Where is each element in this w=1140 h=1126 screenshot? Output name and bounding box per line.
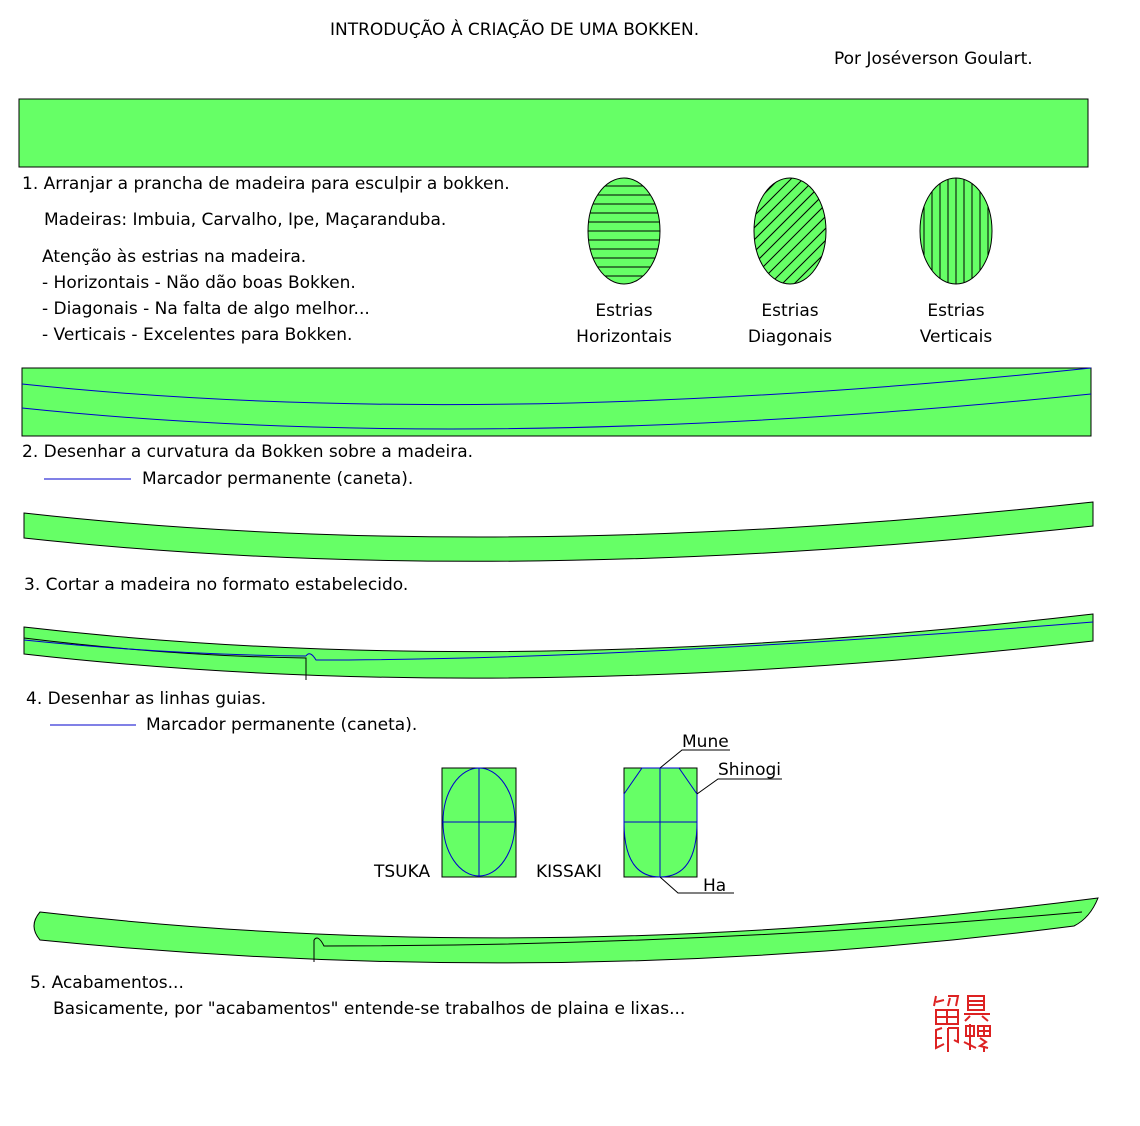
kissaki-label: KISSAKI	[536, 862, 602, 882]
step1-heading: 1. Arranjar a prancha de madeira para esculpir a bokken.	[22, 174, 510, 194]
tsuka-cross-section	[442, 768, 516, 877]
cut-blank	[24, 502, 1093, 561]
hanko-seal	[930, 992, 994, 1054]
ha-label: Ha	[703, 876, 727, 896]
finished-bokken	[34, 898, 1098, 963]
grain-item-diagonal: - Diagonais - Na falta de algo melhor...	[42, 299, 370, 319]
tsuka-label: TSUKA	[374, 862, 431, 882]
step3-heading: 3. Cortar a madeira no formato estabelecido.	[24, 575, 409, 595]
grain-label-vertical-2: Verticais	[919, 327, 993, 347]
step2-heading: 2. Desenhar a curvatura da Bokken sobre a madeira.	[22, 442, 474, 462]
step2-legend: Marcador permanente (caneta).	[142, 469, 414, 489]
page-title: INTRODUÇÃO À CRIAÇÃO DE UMA BOKKEN.	[330, 20, 700, 40]
attention-note: Atenção às estrias na madeira.	[42, 247, 307, 267]
author-credit: Por Joséverson Goulart.	[834, 49, 1033, 69]
plank-with-curve	[22, 368, 1091, 436]
grain-vertical-diagram	[920, 170, 992, 290]
step5-heading: 5. Acabamentos...	[30, 973, 184, 993]
step4-heading: 4. Desenhar as linhas guias.	[26, 689, 267, 709]
wood-plank	[19, 99, 1088, 167]
mune-label: Mune	[682, 732, 729, 752]
grain-item-horizontal: - Horizontais - Não dão boas Bokken.	[42, 273, 356, 293]
step5-description: Basicamente, por "acabamentos" entende-se trabalhos de plaina e lixas...	[53, 999, 686, 1019]
step4-legend: Marcador permanente (caneta).	[146, 715, 418, 735]
grain-label-diagonal-2: Diagonais	[747, 327, 833, 347]
grain-label-horizontal-2: Horizontais	[576, 327, 672, 347]
grain-diagonal-diagram	[720, 170, 860, 306]
woods-list: Madeiras: Imbuia, Carvalho, Ipe, Maçaranduba.	[44, 210, 447, 230]
grain-label-horizontal-1: Estrias	[595, 301, 653, 321]
shinogi-label: Shinogi	[718, 760, 781, 780]
grain-label-vertical-1: Estrias	[927, 301, 985, 321]
blank-with-guides	[24, 614, 1093, 680]
grain-item-vertical: - Verticais - Excelentes para Bokken.	[42, 325, 353, 345]
grain-horizontal-diagram	[580, 178, 670, 284]
grain-label-diagonal-1: Estrias	[761, 301, 819, 321]
